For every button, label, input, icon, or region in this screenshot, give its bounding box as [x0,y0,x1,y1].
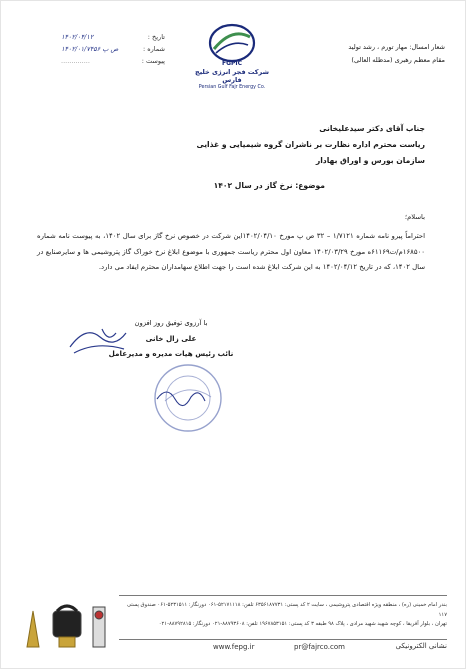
second-signature-icon [153,381,213,409]
awards-icon [19,597,119,657]
year-slogan [285,41,445,67]
attachment-row [61,55,165,67]
number-label: شماره : [143,45,165,53]
company-name-en: Persian Gulf Fajr Energy Co. [198,85,266,90]
attachment-label: پیوست : [141,57,165,65]
company-logo [187,21,277,97]
number-row [61,43,165,55]
letter-meta [61,31,165,67]
date-value: ۱۴۰۲/۰۴/۱۲ [61,33,94,41]
letter-subject: موضوع: نرخ گاز در سال ۱۴۰۲ [213,181,325,190]
letter-footer [1,591,466,669]
attachment-value: .............. [61,57,90,65]
website-link[interactable]: www.fepg.ir [213,643,255,651]
recipient-line-3: سازمان بورس و اوراق بهادار [315,156,425,165]
number-value: ۱۴۰۲/۰۱/۷۴۵۶ ص پ [61,45,119,53]
date-row [61,31,165,43]
footer-address [117,601,447,630]
address-line-1: بندر امام خمینی (ره) ، منطقه ویژه اقتصادی پتروشیمی ، سایت ۲ کد پستی: ۶۳۵۶۱۸۷۷۳۱ تلفن: ۵۲۱۷۱۱۱۸-۰۶۱ دورنگار: ۵۲۳۱۵۱۱-۰۶۱ صندوق پستی ۱۱۷ [126,602,447,618]
date-label: تاریخ : [147,33,165,41]
closing-wish: با آرزوی توفیق روز افزون [134,319,208,327]
recipient-line-2: ریاست محترم اداره نظارت بر ناشران گروه شیمیایی و غذایی [196,140,425,149]
footer-links [119,643,447,655]
greeting: باسلام؛ [404,213,425,221]
footer-rule-top [119,595,447,596]
address-line-2: تهران ، بلوار آفریقا ، کوچه شهید شهید مرادی ، پلاک ۹۸ طبقه ۳ کد پستی: ۱۹۶۷۸۵۳۱۵۱ تلفن: ۸۸۷۹۳۶۰۸-۰۲۱ دورنگار: ۸۸۷۹۲۸۱۵-۰۲۱ [158,621,447,627]
footer-contact-label: نشانی الکترونیکی [395,642,447,650]
letter-body: احتراماً پیرو نامه شماره ۱/۷۱۲۱ – ۳۲ ص پ مورخ ۱۴۰۲/۰۴/۱۰این شرکت در خصوص نرخ گاز برای سال ۱۴۰۲، به پیوست نامه شماره ۱۶۸۵۰۰م/ت۶۱۱۶۹ه مورخ ۱۴۰۲/۰۳/۲۹ معاون اول محترم ریاست جمهوری با موضوع ابلاغ نرخ خوراک گاز پتروشیمی ها و سایرصنایع در سال ۱۴۰۲، که در تاریخ ۱۴۰۲/۰۴/۱۲ به این شرکت ابلاغ شده است را جهت اطلاع سهامداران محترم ایفاد می دارد. [37,232,425,271]
recipient-block [45,121,425,169]
closing-block [71,316,271,361]
logo-emblem-icon [206,21,258,67]
recipient-line-1: جناب آقای دکتر سیدعلیخانی [319,124,425,133]
slogan-line-1: شعار امسال: مهار تورم ، رشد تولید [348,43,445,51]
slogan-line-2: مقام معظم رهبری (مدظله العالی) [351,56,445,64]
email-link[interactable]: pr@fajrco.com [294,643,345,651]
logo-acronym: FGPIC [221,60,243,67]
signer-name: علی زال خانی [145,334,197,343]
company-name-fa: شرکت فجر انرژی خلیج فارس [195,68,269,84]
signer-title: نائب رئیس هیات مدیره و مدیرعامل [108,349,234,358]
footer-rule-bottom [119,639,447,640]
